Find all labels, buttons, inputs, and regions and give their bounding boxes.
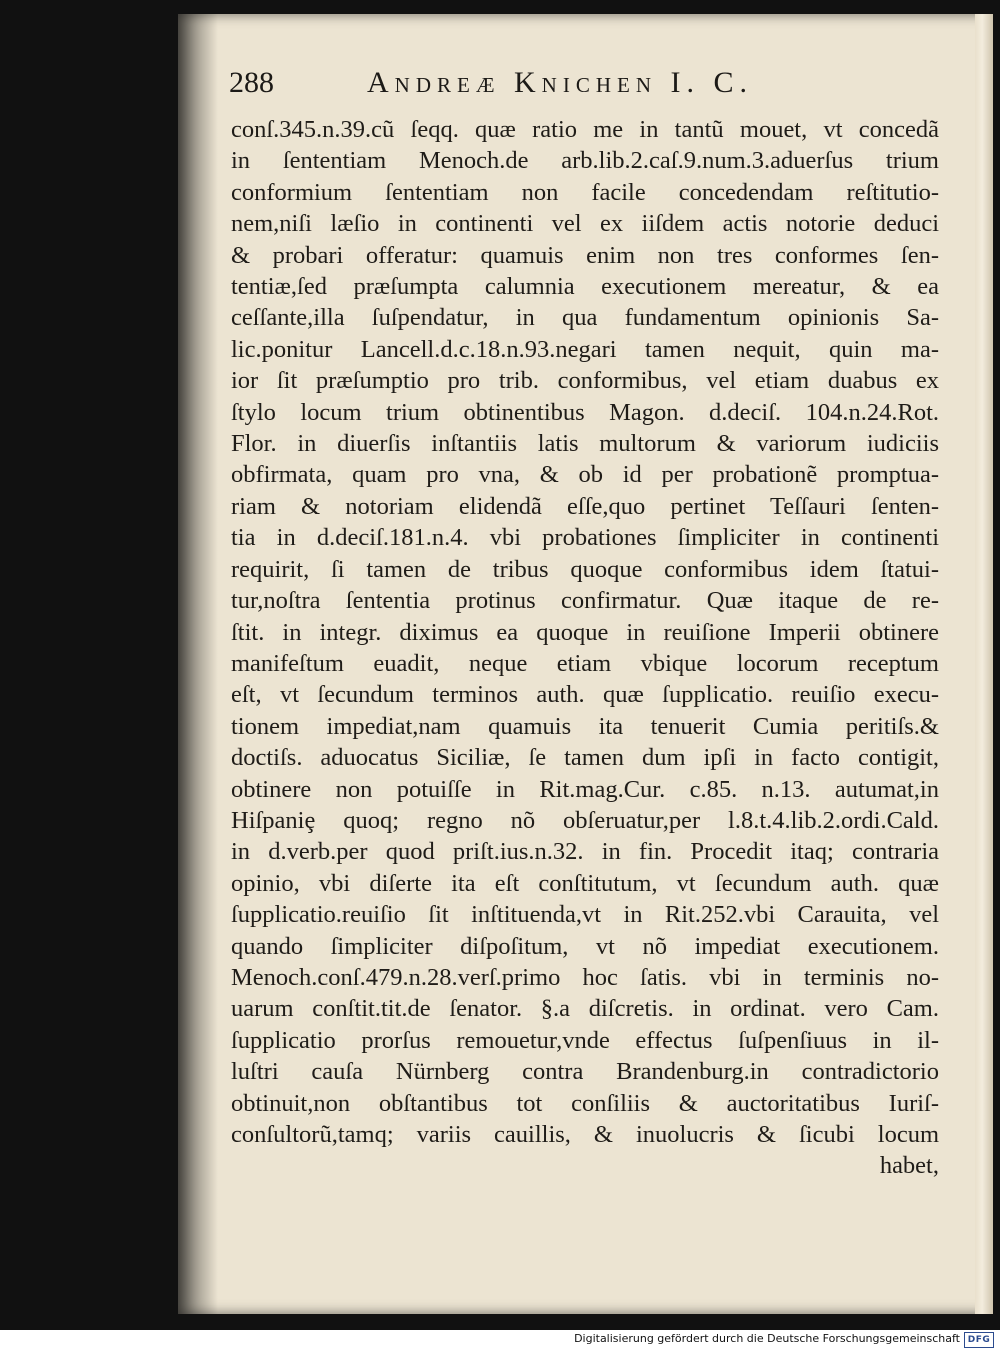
text-line: obfirmata, quam pro vna, & ob id per probationẽ promptua- xyxy=(231,461,939,489)
text-line: Flor. in diuerſis inſtantiis latis multorum & variorum iudiciis xyxy=(231,430,939,458)
body-text xyxy=(231,114,939,1182)
text-line: ſtit. in integr. diximus ea quoque in reuiſione Imperii obtinere xyxy=(231,618,939,646)
text-line: Hiſpaniȩ quoq; regno nõ obſeruatur,per l.8.t.4.lib.2.ordi.Cald. xyxy=(231,806,939,834)
text-line: conformium ſententiam non facile concedendam reſtitutio- xyxy=(231,178,939,206)
text-line: ſtylo locum trium obtinentibus Magon. d.deciſ. 104.n.24.Rot. xyxy=(231,398,939,426)
text-line: nem,niſi læſio in continenti vel ex iiſdem actis notorie deduci xyxy=(231,210,939,238)
text-line: luſtri cauſa Nürnberg contra Brandenburg.in contradictorio xyxy=(231,1058,939,1086)
page-gutter-shadow xyxy=(178,14,218,1314)
dfg-logo: DFG xyxy=(964,1332,994,1348)
page-header xyxy=(229,66,929,106)
text-line: conſ.345.n.39.cũ ſeqq. quæ ratio me in tantũ mouet, vt concedã xyxy=(231,116,939,143)
text-line: ſupplicatio.reuiſio ſit inſtituenda,vt in Rit.252.vbi Carauita, vel xyxy=(231,901,939,929)
text-line: Menoch.conſ.479.n.28.verſ.primo hoc ſatis. vbi in terminis no- xyxy=(231,963,939,991)
page-number: 288 xyxy=(229,66,274,99)
text-line: eſt, vt ſecundum terminos auth. quæ ſupplicatio. reuiſio execu- xyxy=(231,681,939,709)
text-line: ſupplicatio prorſus remouetur,vnde effectus ſuſpenſiuus in il- xyxy=(231,1026,939,1054)
text-line: tentiæ,ſed præſumpta calumnia executionem mereatur, & ea xyxy=(231,273,939,301)
text-line: & probari offeratur: quamuis enim non tres conformes ſen- xyxy=(231,241,939,269)
text-line: uarum conſtit.tit.de ſenator. §.a diſcretis. in ordinat. vero Cam. xyxy=(231,995,939,1023)
page-edge xyxy=(975,14,993,1314)
footer-bar xyxy=(0,1330,1000,1349)
text-line: conſultorũ,tamq; variis cauillis, & inuolucris & ſicubi locum xyxy=(231,1121,939,1148)
footer-credit: Digitalisierung gefördert durch die Deutsche Forschungsgemeinschaft xyxy=(574,1332,960,1345)
text-line: tur,noſtra ſententia protinus confirmatur. Quæ itaque de re- xyxy=(231,587,939,615)
text-line: obtinuit,non obſtantibus tot conſiliis & auctoritatibus Iuriſ- xyxy=(231,1089,939,1117)
catchword: habet, xyxy=(879,1152,939,1180)
text-line: requirit, ſi tamen de tribus quoque conformibus idem ſtatui- xyxy=(231,555,939,583)
text-line: quando ſimpliciter diſpoſitum, vt nõ impediat executionem. xyxy=(231,932,939,960)
text-line: in ſententiam Menoch.de arb.lib.2.caſ.9.num.3.aduerſus trium xyxy=(231,147,939,175)
text-line: doctiſs. aduocatus Siciliæ, ſe tamen dum ipſi in facto contigit, xyxy=(231,744,939,772)
text-line: manifeſtum euadit, neque etiam vbique locorum receptum xyxy=(231,649,939,677)
text-line: in d.verb.per quod priſt.ius.n.32. in fin. Procedit itaq; contraria xyxy=(231,838,939,866)
text-line: ior ſit præſumptio pro trib. conformibus, vel etiam duabus ex xyxy=(231,367,939,395)
text-line: opinio, vbi diſerte ita eſt conſtitutum, vt ſecundum auth. quæ xyxy=(231,869,939,897)
text-line: riam & notoriam elidendã eſſe,quo pertinet Teſſauri ſenten- xyxy=(231,492,939,520)
running-head: Andreæ Knichen I. C. xyxy=(367,66,753,99)
text-line: lic.ponitur Lancell.d.c.18.n.93.negari tamen nequit, quin ma- xyxy=(231,335,939,363)
text-line: tionem impediat,nam quamuis ita tenuerit Cumia peritiſs.& xyxy=(231,712,939,740)
text-line: tia in d.deciſ.181.n.4. vbi probationes ſimpliciter in continenti xyxy=(231,524,939,552)
text-line: ceſſante,illa ſuſpendatur, in qua fundamentum opinionis Sa- xyxy=(231,304,939,332)
text-line: obtinere non potuiſſe in Rit.mag.Cur. c.85. n.13. autumat,in xyxy=(231,775,939,803)
